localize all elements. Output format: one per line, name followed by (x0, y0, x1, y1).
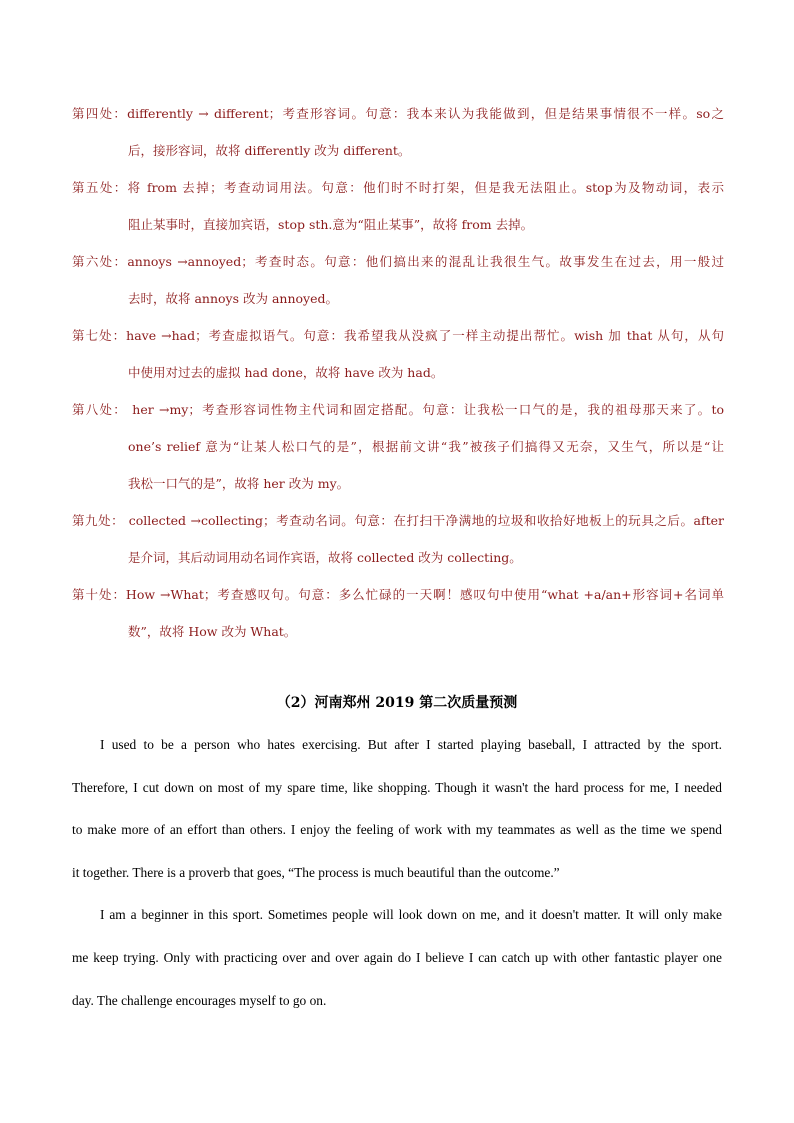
answer-8-line-3: 我松一口气的是”，故将 her 改为 my。 (128, 476, 350, 491)
answer-10-line-2: 数”，故将 How 改为 What。 (128, 624, 297, 639)
answer-4-line-2: 后，接形容词，故将 differently 改为 different。 (128, 143, 411, 158)
essay-p2-line-3: day. The challenge encourages myself to go on. (72, 992, 327, 1008)
essay-body (72, 724, 722, 1022)
answer-4-line-1: 第四处：differently → different；考查形容词。句意：我本来认为我能做到，但是结果事情很不一样。so之 (72, 106, 724, 121)
answer-10-line-1: 第十处：How →What；考查感叹句。句意：多么忙碌的一天啊！感叹句中使用“what +a/an+形容词+名词单 (72, 587, 724, 602)
essay-p2-line-1: I am a beginner in this sport. Sometimes people will look down on me, and it doesn't matter. It will only make (100, 907, 722, 923)
answer-5-line-1: 第五处：将 from 去掉；考查动词用法。句意：他们时不时打架，但是我无法阻止。stop为及物动词，表示 (72, 180, 724, 195)
answer-6-line-1: 第六处：annoys →annoyed；考查时态。句意：他们搞出来的混乱让我很生气。故事发生在过去，用一般过 (72, 254, 724, 269)
essay-p2-line-2: me keep trying. Only with practicing over and over again do I believe I can catch up with other fantastic player one (72, 949, 722, 965)
essay-p1-line-2: Therefore, I cut down on most of my spare time, like shopping. Though it wasn't the hard process for me, I needed (72, 779, 722, 795)
answer-5-line-2: 阻止某事时，直接加宾语，stop sth.意为“阻止某事”，故将 from 去掉。 (128, 217, 534, 232)
answer-8-line-1: 第八处： her →my；考查形容词性物主代词和固定搭配。句意：让我松一口气的是，我的祖母那天来了。to (72, 402, 724, 417)
essay-p1-line-1: I used to be a person who hates exercising. But after I started playing baseball, I attracted by the sport. (100, 737, 722, 752)
answer-8-line-2: one’s relief 意为“让某人松口气的是”，根据前文讲“我”被孩子们搞得又无奈，又生气，所以是“让 (128, 439, 724, 454)
essay-p1-line-4: it together. There is a proverb that goes, “The process is much beautiful than the outcome.” (72, 864, 560, 880)
section-title: （2）河南郑州 2019 第二次质量预测 (276, 695, 518, 711)
essay-p1-line-3: to make more of an effort than others. I enjoy the feeling of work with my teammates as well as the time we spend (72, 822, 722, 838)
answer-7-line-2: 中使用对过去的虚拟 had done，故将 have 改为 had。 (128, 365, 444, 380)
answer-block (72, 95, 724, 650)
answer-6-line-2: 去时，故将 annoys 改为 annoyed。 (128, 291, 339, 306)
answer-9-line-2: 是介词，其后动词用动名词作宾语，故将 collected 改为 collecting。 (128, 550, 522, 565)
answer-7-line-1: 第七处：have →had；考查虚拟语气。句意：我希望我从没疯了一样主动提出帮忙。wish 加 that 从句，从句 (72, 328, 724, 343)
answer-9-line-1: 第九处： collected →collecting；考查动名词。句意：在打扫干净满地的垃圾和收拾好地板上的玩具之后。after (72, 513, 724, 528)
